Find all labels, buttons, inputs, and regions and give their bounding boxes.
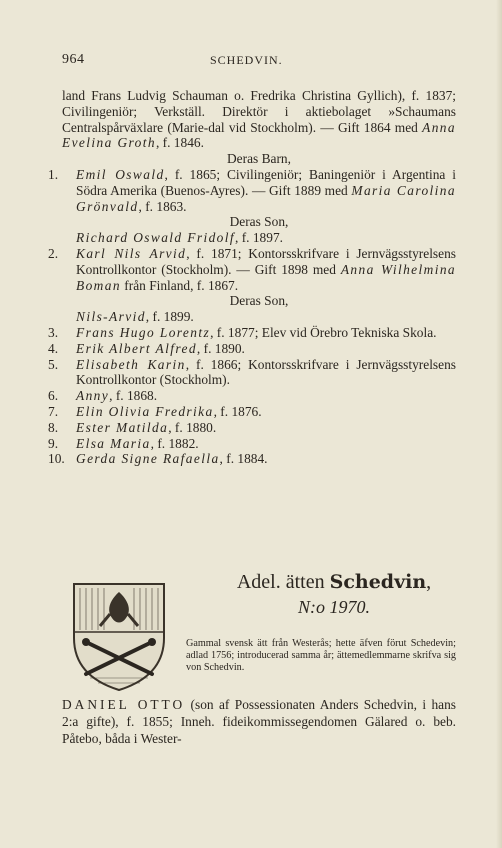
genealogy-text [48, 88, 457, 467]
child-entry: 3. Frans Hugo Lorentz, f. 1877; Elev vid Örebro Tekniska Skola. [48, 324, 437, 340]
child-entry: 10. Gerda Signe Rafaella, f. 1884. [48, 451, 268, 467]
page-header [62, 52, 454, 70]
coat-of-arms-icon [70, 578, 168, 692]
children-heading: Deras Barn, [227, 151, 291, 167]
page-number: 964 [62, 52, 85, 67]
child-entry: 4. Erik Albert Alfred, f. 1890. [48, 340, 245, 356]
page-edge [496, 0, 502, 848]
child-entry: 8. Ester Matilda, f. 1880. [48, 419, 217, 435]
son-heading: Deras Son, [229, 214, 289, 230]
child-entry: 6. Anny, f. 1868. [48, 388, 158, 404]
intro-paragraph: land Frans Ludvig Schauman o. Fredrika Christina Gyllich), f. 1837; Civilingeniör; Verkställ. Direktör i aktiebolaget »Schaumans Centralspårväxlare (Marie-dal vid Stockholm). — Gift 1864 med Anna Evelina Groth, f. 1846. [62, 88, 456, 151]
child-entry: 9. Elsa Maria, f. 1882. [48, 435, 199, 451]
child-entry: 7. Elin Olivia Fredrika, f. 1876. [48, 403, 262, 419]
running-title: SCHEDVIN. [210, 53, 283, 67]
otto-entry: DANIEL OTTO (son af Possessionaten Anders Schedvin, i hans 2:a gifte), f. 1855; Inneh. fideikommissegendomen Gälared o. beb. Påtebo, båda i Wester- [62, 697, 457, 746]
child-entry: 1. Emil Oswald, f. 1865; Civilingeniör; Baningeniör i Argentina i Södra Amerika (Buenos-Ayres). — Gift 1889 med Maria Carolina Grönvald, f. 1863. [48, 166, 456, 214]
grandchild-entry: Nils-Arvid, f. 1899. [76, 309, 194, 325]
son-heading: Deras Son, [229, 293, 289, 309]
person-name: DANIEL OTTO [62, 697, 186, 712]
family-title: Adel. ätten Schedvin, [236, 571, 432, 593]
family-number: N:o 1970. [298, 597, 370, 617]
noble-family-section [62, 568, 456, 708]
grandchild-entry: Richard Oswald Fridolf, f. 1897. [76, 230, 283, 246]
child-entry: 5. Elisabeth Karin, f. 1866; Kontorsskrifvare i Jernvägsstyrelsens Kontrollkontor (Stockholm). [48, 356, 456, 388]
child-entry: 2. Karl Nils Arvid, f. 1871; Kontorsskrifvare i Jernvägsstyrelsens Kontrollkontor (Stockholm). — Gift 1898 med Anna Wilhelmina Boman från Finland, f. 1867. [48, 245, 457, 293]
family-description: Gammal svensk ätt från Westerås; hette äfven förut Schedevin; adlad 1756; introducerad samma år; ättemedlemmarne skrifva sig von Schedvin. [186, 638, 456, 674]
